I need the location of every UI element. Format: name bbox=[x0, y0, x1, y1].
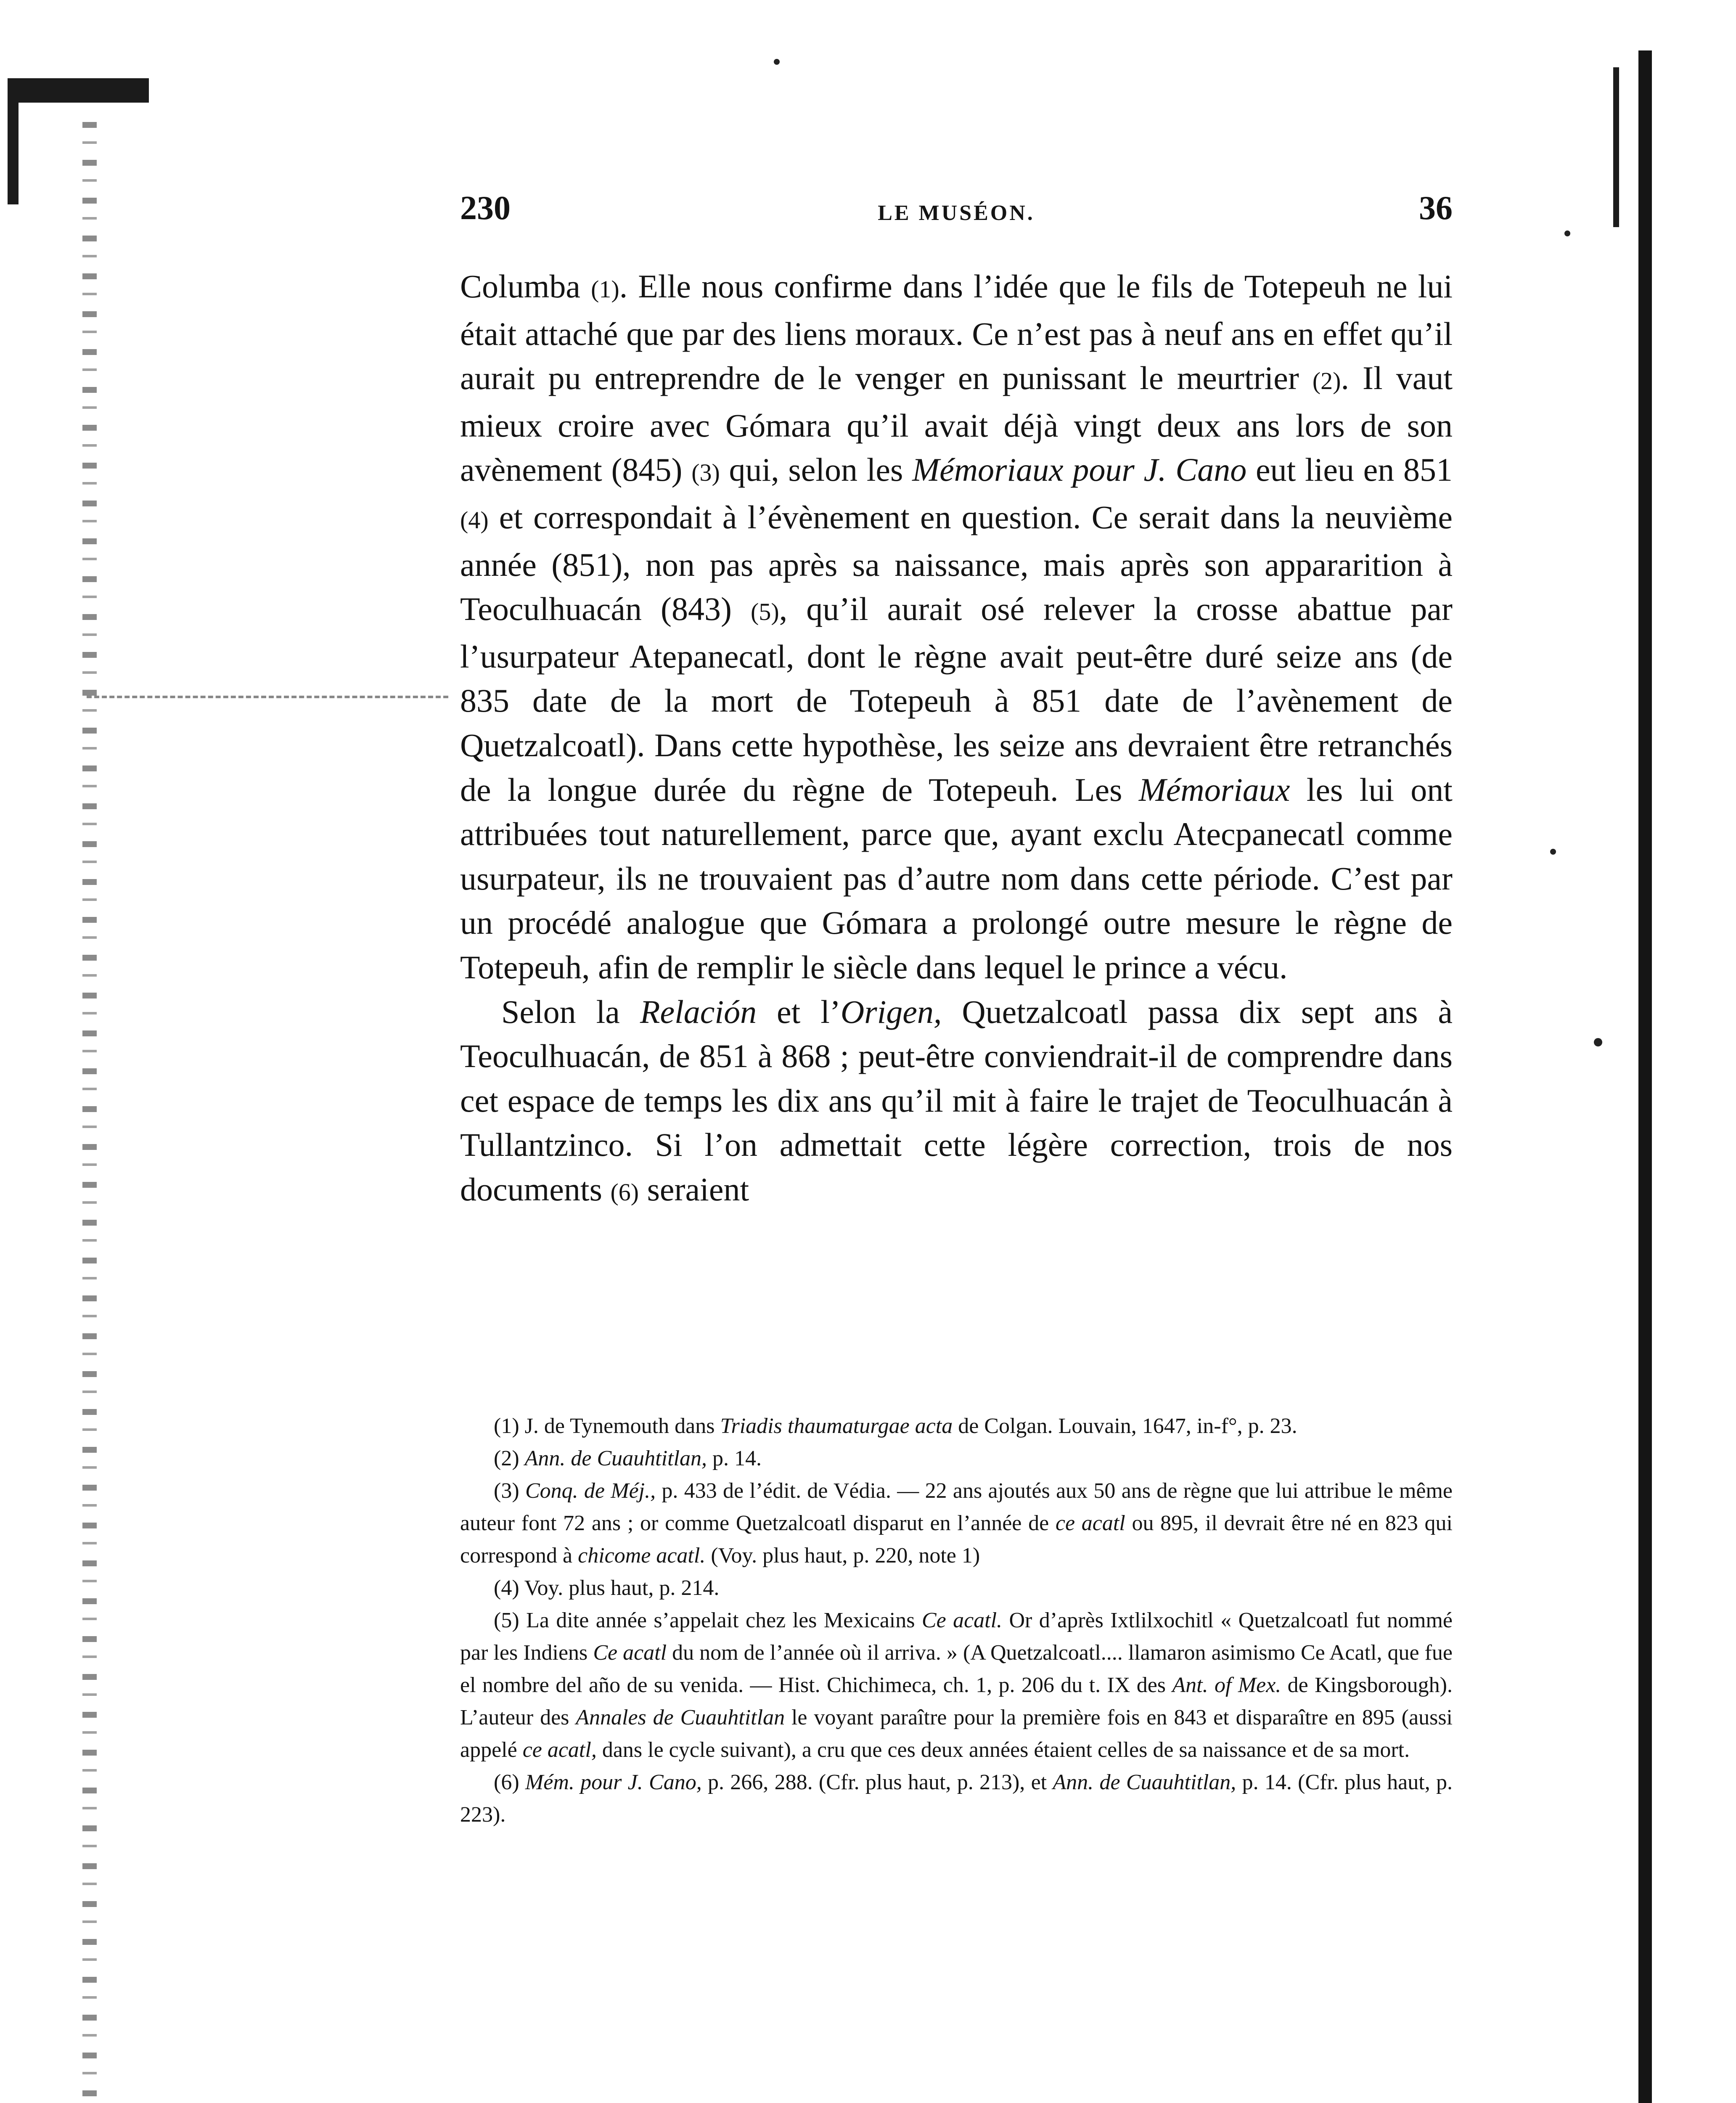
scan-speck bbox=[774, 59, 780, 65]
book-title: Mémoriaux bbox=[1138, 771, 1290, 808]
page-number-right: 36 bbox=[1419, 190, 1453, 227]
scan-speck bbox=[1594, 1038, 1602, 1046]
scan-speck bbox=[1564, 230, 1570, 236]
footnote-ref: (3) bbox=[691, 459, 720, 487]
scan-dashed-line bbox=[87, 696, 448, 698]
footnote-4: (4) Voy. plus haut, p. 214. bbox=[494, 1576, 720, 1600]
book-title: Origen, bbox=[840, 993, 942, 1030]
footnote-2: (2) Ann. de Cuauhtitlan, p. 14. bbox=[494, 1446, 762, 1470]
footnote-3: (3) Conq. de Méj., p. 433 de l’édit. de Védia. — 22 ans ajoutés aux 50 ans de règne que lui attribue le même auteur font 72 ans ; or comme Quetzalcoatl disparut en l’année de ce acatl ou 895, il devrait être né en 823 qui correspond à chicome acatl. (Voy. plus haut, p. 220, note 1) bbox=[460, 1479, 1453, 1568]
footnote-ref: (1) bbox=[591, 275, 619, 303]
footnotes bbox=[460, 1410, 1453, 1831]
book-title: Mémoriaux pour J. Cano bbox=[912, 451, 1247, 488]
paragraph-1: Columba (1). Elle nous confirme dans l’idée que le fils de Totepeuh ne lui était attaché que par des liens moraux. Ce n’est pas à neuf ans en effet qu’il aurait pu entreprendre de le venger en punissant le meurtrier (2). Il vaut mieux croire avec Gómara qu’il avait déjà vingt deux ans lors de son avènement (845) (3) qui, selon les Mémoriaux pour J. Cano eut lieu en 851 (4) et correspondait à l’évènement en question. Ce serait dans la neuvième année (851), non pas après sa naissance, mais après son appararition à Teoculhuacán (843) (5), qu’il aurait osé relever la crosse abattue par l’usurpateur Atepanecatl, dont le règne avait peut-être duré seize ans (de 835 date de la mort de Totepeuh à 851 date de l’avènement de Quetzalcoatl). Dans cette hypothèse, les seize ans devraient être retranchés de la longue durée du règne de Totepeuh. Les Mémoriaux les lui ont attribuées tout naturellement, parce que, ayant exclu Atecpanecatl comme usurpateur, ils ne trouvaient pas d’autre nom dans cette période. C’est par un procédé analogue que Gómara a prolongé outre mesure le règne de Totepeuh, afin de remplir le siècle dans lequel le prince a vécu. bbox=[460, 268, 1453, 985]
scan-edge-bracket bbox=[8, 78, 149, 103]
scan-speck bbox=[1550, 849, 1556, 855]
book-title: Relación bbox=[640, 993, 757, 1030]
footnote-ref: (5) bbox=[751, 598, 779, 626]
page-header bbox=[460, 191, 1453, 238]
footnote-ref: (2) bbox=[1312, 367, 1341, 395]
scan-edge-bracket-stem bbox=[8, 78, 19, 204]
body-text bbox=[460, 264, 1453, 1214]
footnote-6: (6) Mém. pour J. Cano, p. 266, 288. (Cfr. plus haut, p. 213), et Ann. de Cuauhtitlan, p. 14. (Cfr. plus haut, p. 223). bbox=[460, 1770, 1453, 1827]
footnote-ref: (4) bbox=[460, 506, 489, 534]
running-head: LE MUSÉON. bbox=[878, 201, 1035, 225]
footnote-1: (1) J. de Tynemouth dans Triadis thaumaturgae acta de Colgan. Louvain, 1647, in-f°, p. 23. bbox=[494, 1414, 1297, 1438]
paragraph-2: Selon la Relación et l’Origen, Quetzalcoatl passa dix sept ans à Teoculhuacán, de 851 à 868 ; peut-être conviendrait-il de comprendre dans cet espace de temps les dix ans qu’il mit à faire le trajet de Teoculhuacán à Tullantzinco. Si l’on admettait cette légère correction, trois de nos documents (6) seraient bbox=[460, 993, 1453, 1208]
scan-right-edge-inner bbox=[1613, 67, 1619, 227]
page-number-left: 230 bbox=[460, 190, 511, 227]
footnote-ref: (6) bbox=[610, 1178, 639, 1206]
scan-right-edge bbox=[1638, 50, 1652, 2103]
scan-left-edge bbox=[82, 122, 97, 2103]
footnote-5: (5) La dite année s’appelait chez les Mexicains Ce acatl. Or d’après Ixtlilxochitl « Quetzalcoatl fut nommé par les Indiens Ce acatl du nom de l’année où il arriva. » (A Quetzalcoatl.... llamaron asimismo Ce Acatl, que fue el nombre del año de su venida. — Hist. Chichimeca, ch. 1, p. 206 du t. IX des Ant. of Mex. de Kingsborough). L’auteur des Annales de Cuauhtitlan le voyant paraître pour la première fois en 843 et disparaître en 895 (aussi appelé ce acatl, dans le cycle suivant), a cru que ces deux années étaient celles de sa naissance et de sa mort. bbox=[460, 1608, 1453, 1762]
